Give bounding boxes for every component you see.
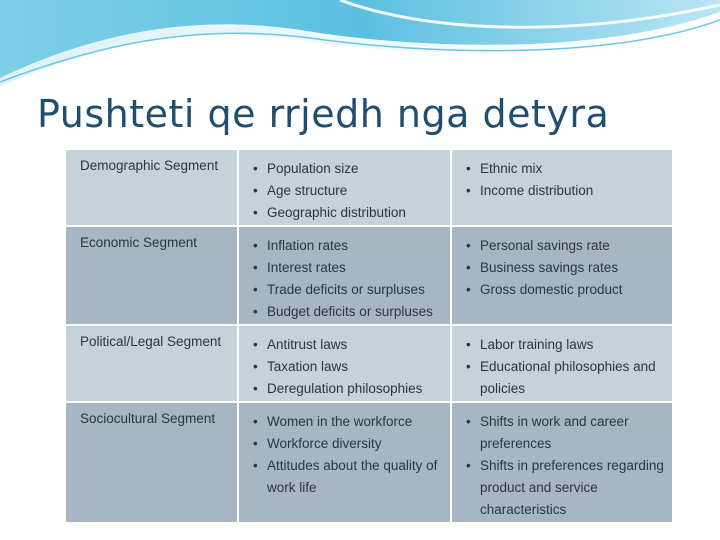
segment-factors-col2 [451,402,672,522]
list-item: • Antitrust laws [253,334,444,356]
list-item: • Geographic distribution [253,202,444,224]
list-item: • Educational philosophies and policies [466,356,666,400]
factor-list [466,235,666,301]
factor-list [466,411,666,521]
list-item: • Ethnic mix [466,158,666,180]
segment-name: Sociocultural Segment [66,402,238,522]
segment-factors-col1 [238,402,451,522]
segment-factors-col2 [451,325,672,402]
list-item: • Budget deficits or surpluses [253,301,444,323]
list-item: • Labor training laws [466,334,666,356]
list-item: • Interest rates [253,257,444,279]
factor-list [253,235,444,323]
list-item: • Workforce diversity [253,433,444,455]
list-item: • Taxation laws [253,356,444,378]
factor-list [466,158,666,202]
factor-list [253,411,444,499]
list-item: • Gross domestic product [466,279,666,301]
factor-list [466,334,666,400]
list-item: • Population size [253,158,444,180]
segment-factors-col1 [238,325,451,402]
list-item: • Inflation rates [253,235,444,257]
header-swoosh-decoration [0,0,720,90]
segment-factors-col1 [238,150,451,226]
list-item: • Personal savings rate [466,235,666,257]
segment-name: Demographic Segment [66,150,238,226]
list-item: • Women in the workforce [253,411,444,433]
table-row [66,150,672,226]
factor-list [253,334,444,400]
list-item: • Attitudes about the quality of work life [253,455,444,499]
list-item: • Shifts in preferences regarding product and service characteristics [466,455,666,521]
segment-name: Economic Segment [66,226,238,325]
factor-list [253,158,444,224]
list-item: • Trade deficits or surpluses [253,279,444,301]
segment-name: Political/Legal Segment [66,325,238,402]
table-row [66,325,672,402]
segment-factors-col1 [238,226,451,325]
list-item: • Business savings rates [466,257,666,279]
environment-segments-table [66,150,672,522]
list-item: • Income distribution [466,180,666,202]
list-item: • Age structure [253,180,444,202]
slide-title: Pushteti qe rrjedh nga detyra [37,92,610,136]
table-row [66,402,672,522]
list-item: • Deregulation philosophies [253,378,444,400]
segment-factors-col2 [451,226,672,325]
list-item: • Shifts in work and career preferences [466,411,666,455]
segment-factors-col2 [451,150,672,226]
table-row [66,226,672,325]
